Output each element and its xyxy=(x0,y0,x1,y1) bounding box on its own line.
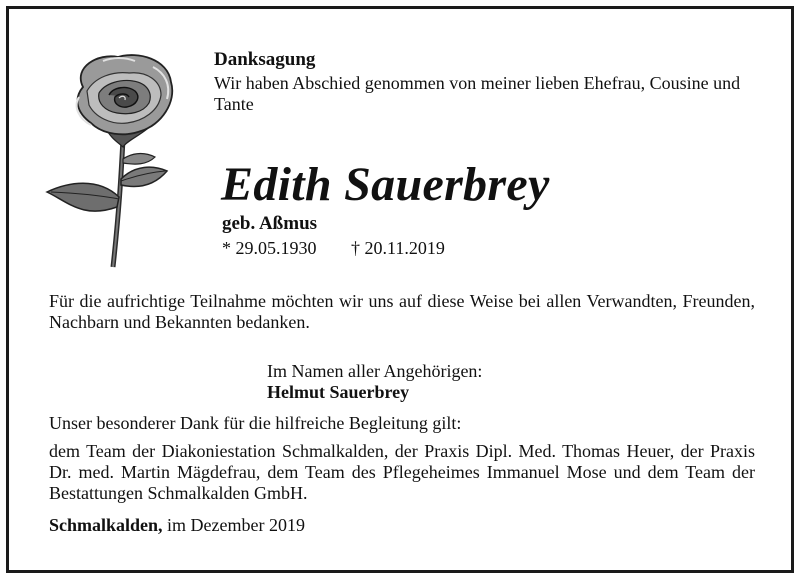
birth-date: * 29.05.1930 xyxy=(222,238,317,258)
intro-text: Wir haben Abschied genommen von meiner lieben Ehefrau, Cousine und Tante xyxy=(214,73,741,114)
place: Schmalkalden, xyxy=(49,515,163,535)
signoff xyxy=(267,361,482,403)
special-thanks-heading: Unser besonderer Dank für die hilfreiche Begleitung gilt: xyxy=(49,413,462,433)
life-dates xyxy=(222,237,445,259)
heading: Danksagung xyxy=(214,49,316,70)
special-thanks-text: dem Team der Diakoniestation Schmalkalden, der Praxis Dipl. Med. Thomas Heuer, der Praxis Dr. med. Martin Mägdefrau, dem Team des Pflegeheimes Immanuel Mose und dem Team der Bestattungen Schmalkalden GmbH. xyxy=(49,441,755,503)
thanks-paragraph: Für die aufrichtige Teilnahme möchten wir uns auf diese Weise bei allen Verwandten, Freunden, Nachbarn und Bekannten bedanken. xyxy=(49,291,755,332)
signer-name: Helmut Sauerbrey xyxy=(267,382,410,402)
birth-name: geb. Aßmus xyxy=(222,213,318,234)
signoff-line: Im Namen aller Angehörigen: xyxy=(267,361,483,381)
obituary-frame xyxy=(6,6,794,573)
death-date: † 20.11.2019 xyxy=(351,238,445,258)
place-and-date xyxy=(49,514,305,536)
rose-illustration xyxy=(43,47,193,269)
notice-date: im Dezember 2019 xyxy=(162,515,305,535)
deceased-name: Edith Sauerbrey xyxy=(221,158,550,211)
